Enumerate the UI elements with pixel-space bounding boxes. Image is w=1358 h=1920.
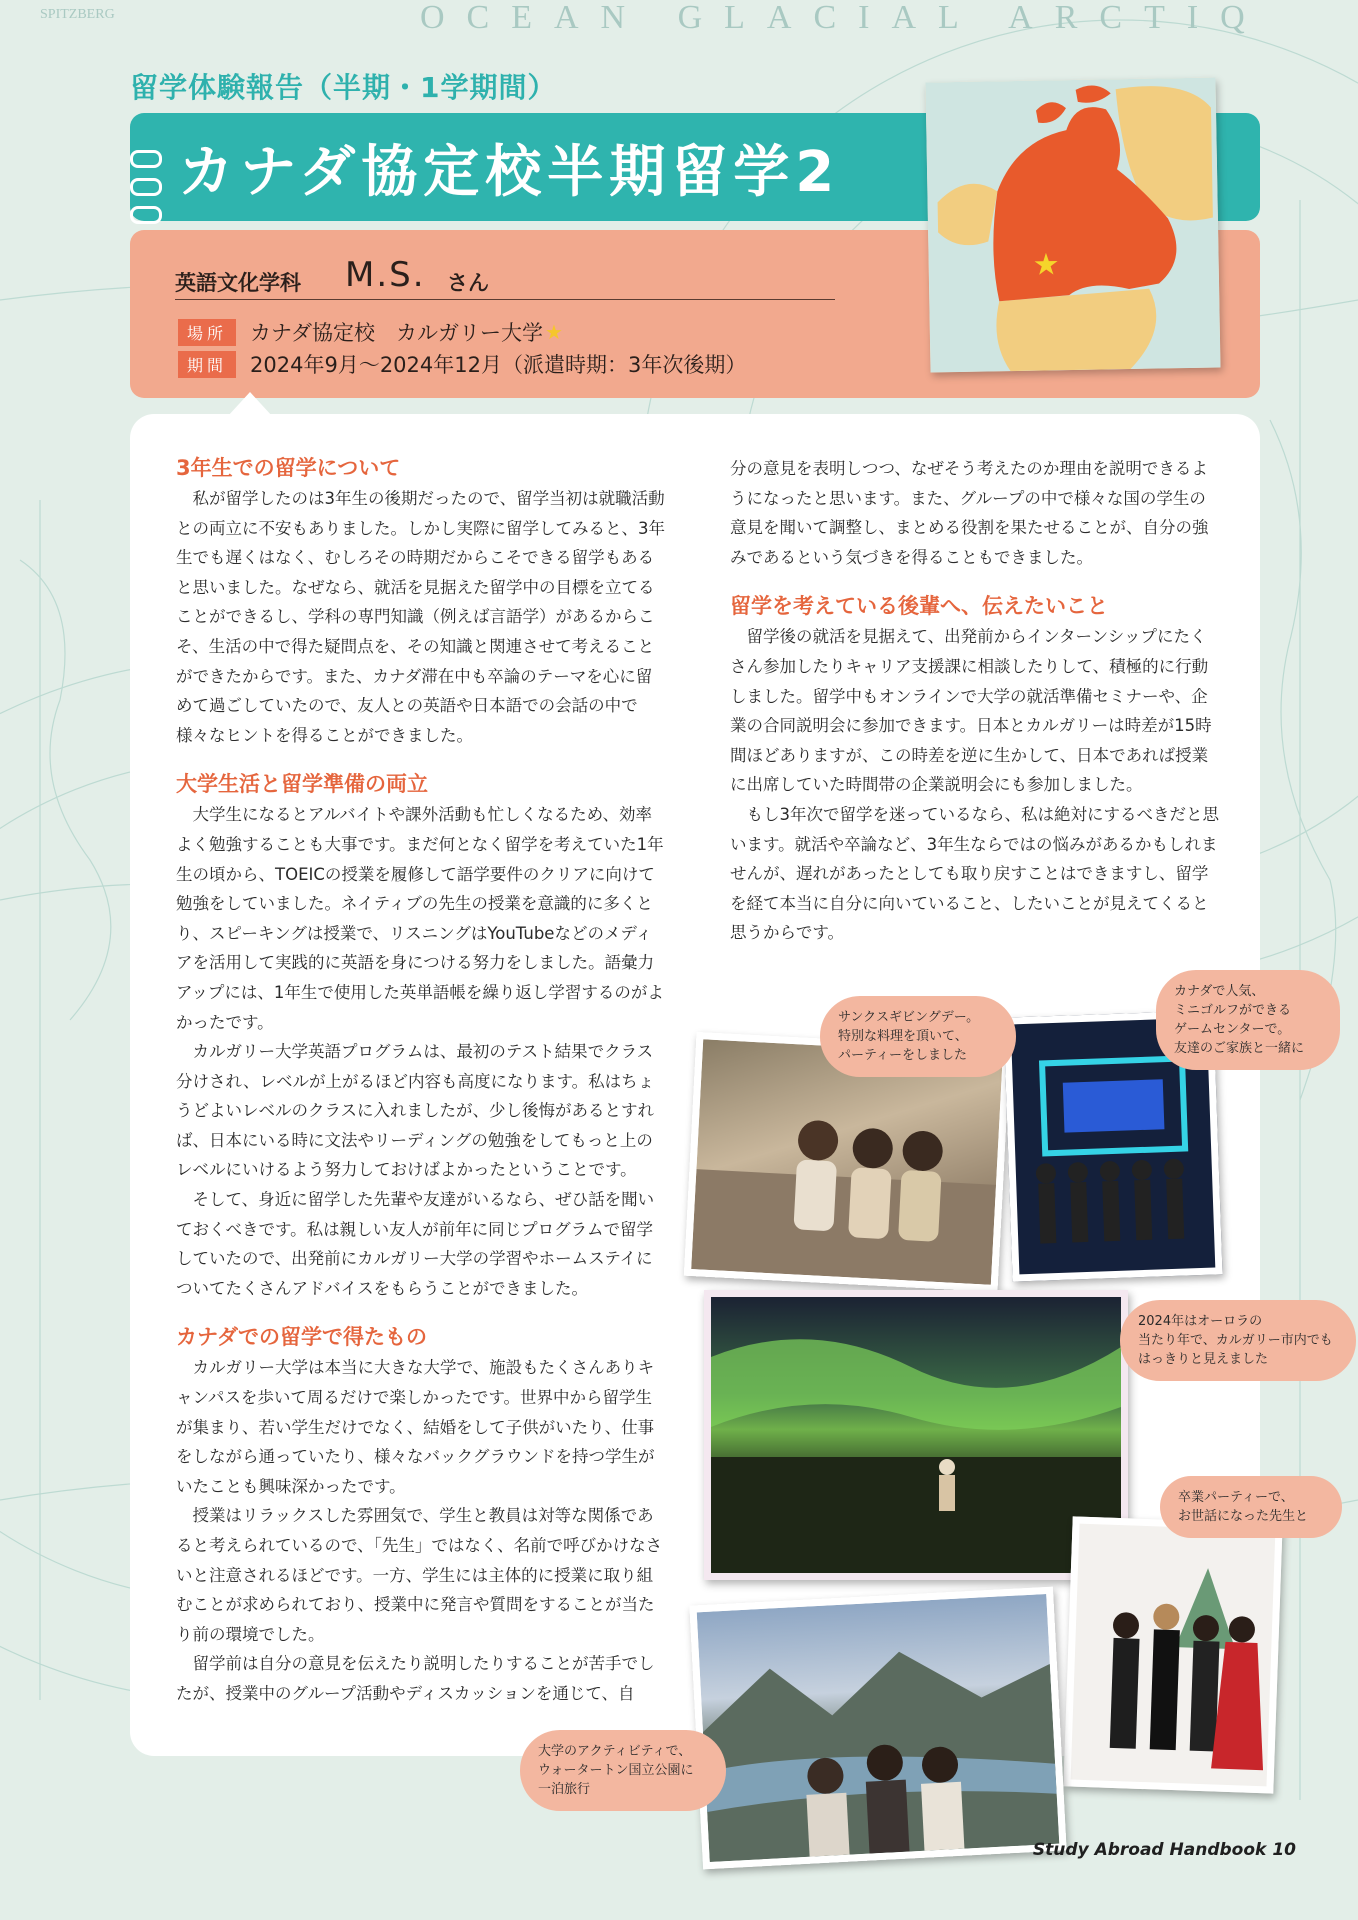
page-number: 10 bbox=[1272, 1840, 1296, 1860]
author-department: 英語文化学科 bbox=[175, 271, 301, 295]
caption-text: 大学のアクティビティで、 ウォータートン国立公園に 一泊旅行 bbox=[538, 1744, 694, 1797]
caption-text: 2024年はオーロラの 当たり年で、カルガリー市内でも はっきりと見えました bbox=[1138, 1314, 1333, 1367]
aurora-photo-icon bbox=[711, 1297, 1121, 1573]
footer-label: Study Abroad Handbook bbox=[1032, 1840, 1267, 1860]
section-paragraph: 私が留学したのは3年生の後期だったので、留学当初は就職活動との両立に不安もありました。しかし実際に留学してみると、3年生でも遅くはなく、むしろその時期だからこそできる留学もあると思いました。なぜなら、就活を見据えた留学中の目標を立てることができるし、学科の専門知識（例えば言語学）があるからこそ、生活の中で得た疑問点を、その知識と関連させて考えることができたからです。また、カナダ滞在中も卒論のテーマを心に留めて過ごしていたので、友人との英語や日本語での会話の中で様々なヒントを得ることができました。 bbox=[176, 489, 665, 745]
calgary-star-icon: ★ bbox=[1032, 247, 1060, 283]
section-heading-3rd-year: 3年生での留学について bbox=[176, 456, 401, 480]
canada-map-card bbox=[925, 77, 1220, 372]
background-spitzberg-label: SPITZBERG bbox=[40, 7, 115, 22]
author-line bbox=[175, 255, 835, 300]
period-value: 2024年9月〜2024年12月（派遣時期：3年次後期） bbox=[250, 353, 747, 377]
panel-pointer bbox=[228, 392, 272, 416]
caption-text: サンクスギビングデー。 特別な料理を頂いて、 パーティーをしました bbox=[838, 1010, 980, 1063]
page-title: カナダ協定校半期留学2 bbox=[178, 140, 841, 205]
canada-map-icon bbox=[925, 77, 1220, 372]
section-paragraph: カルガリー大学は本当に大きな大学で、施設もたくさんありキャンパスを歩いて周るだけで楽しかったです。世界中から留学生が集まり、若い学生だけでなく、結婚をして子供がいたり、仕事をしながら通っていたり、様々なバックグラウンドを持つ学生がいたことも興味深かったです。 bbox=[176, 1358, 655, 1496]
period-tag: 期間 bbox=[178, 351, 236, 378]
photo-waterton bbox=[689, 1587, 1066, 1870]
caption-text: 卒業パーティーで、 お世話になった先生と bbox=[1178, 1490, 1309, 1524]
section-heading-balance: 大学生活と留学準備の両立 bbox=[176, 772, 428, 797]
star-icon: ★ bbox=[544, 320, 563, 344]
section-paragraph: カルガリー大学英語プログラムは、最初のテスト結果でクラス分けされ、レベルが上がるほど内容も高度になります。私はちょうどよいレベルのクラスに入れましたが、少し後悔があるとすれば、日本にいる時に文法やリーディングの勉強をしてもっと上のレベルにいけるよう努力しておけばよかったということです。 bbox=[176, 1042, 655, 1180]
mountain-photo-icon bbox=[697, 1594, 1060, 1862]
page-kicker: 留学体験報告（半期・1学期間） bbox=[130, 71, 557, 104]
caption-text: カナダで人気、 ミニゴルフができる ゲームセンターで。 友達のご家族と一緒に bbox=[1174, 984, 1305, 1056]
column-right bbox=[730, 454, 1222, 948]
column-left bbox=[176, 452, 668, 1709]
graduation-photo-icon bbox=[1071, 1524, 1276, 1787]
section-heading-gains: カナダでの留学で得たもの bbox=[176, 1325, 427, 1350]
section-paragraph: 大学生になるとアルバイトや課外活動も忙しくなるため、効率よく勉強することも大事です。まだ何となく留学を考えていた1年生の頃から、TOEICの授業を履修して語学要件のクリアに向けて勉強をしていました。ネイティブの先生の授業を意識的に多くとり、スピーキングは授業で、リスニングはYouTubeなどのメディアを活用して実践的に英語を身につける努力をしました。語彙力アップには、1年生で使用した英単語帳を繰り返し学習するのがよかったです。 bbox=[176, 805, 664, 1032]
photo-graduation bbox=[1063, 1516, 1282, 1793]
caption-aurora bbox=[1120, 1300, 1356, 1381]
section-paragraph: 留学後の就活を見据えて、出発前からインターンシップにたくさん参加したりキャリア支援課に相談したりして、積極的に行動しました。留学中もオンラインで大学の就活準備セミナーや、企業の合同説明会に参加できます。日本とカルガリーは時差が15時間ほどありますが、この時差を逆に生かして、日本であれば授業に出席していた時間帯の企業説明会にも参加しました。 bbox=[730, 627, 1212, 795]
section-paragraph: 授業はリラックスした雰囲気で、学生と教員は対等な関係であると考えられているので、「先生」ではなく、名前で呼びかけなさいと注意されるほどです。一方、学生には主体的に授業に取り組むことが求められており、授業中に発言や質問をすることが当たり前の環境でした。 bbox=[176, 1506, 663, 1644]
page-footer bbox=[1033, 1840, 1296, 1860]
caption-graduation bbox=[1160, 1476, 1342, 1538]
section-paragraph: そして、身近に留学した先輩や友達がいるなら、ぜひ話を聞いておくべきです。私は親しい友人が前年に同じプログラムで留学していたので、出発前にカルガリー大学の学習やホームステイについてたくさんアドバイスをもらうことができました。 bbox=[176, 1190, 655, 1298]
caption-thanksgiving bbox=[820, 996, 1016, 1077]
photo-aurora bbox=[704, 1290, 1128, 1580]
meta-place-row bbox=[178, 318, 563, 346]
meta-period-row bbox=[178, 350, 746, 378]
section-heading-advice: 留学を考えている後輩へ、伝えたいこと bbox=[730, 594, 1108, 619]
author-name: M.S. bbox=[345, 255, 426, 295]
author-honorific: さん bbox=[447, 271, 489, 295]
place-value: カナダ協定校 カルガリー大学 bbox=[250, 321, 543, 345]
section-paragraph: 留学前は自分の意見を伝えたり説明したりすることが苦手でしたが、授業中のグループ活動やディスカッションを通じて、自 bbox=[176, 1654, 655, 1703]
background-ocean-label: OCEAN GLACIAL ARCTIQ bbox=[420, 0, 1267, 36]
caption-minigolf bbox=[1156, 970, 1340, 1070]
section-paragraph: もし3年次で留学を迷っているなら、私は絶対にするべきだと思います。就活や卒論など、3年生ならではの悩みがあるかもしれませんが、遅れがあったとしても取り戻すことはできますし、留学を経て本当に自分に向いていること、したいことが見えてくると思うからです。 bbox=[730, 804, 1219, 943]
place-tag: 場所 bbox=[178, 319, 236, 346]
caption-waterton bbox=[520, 1730, 726, 1811]
section-paragraph: 分の意見を表明しつつ、なぜそう考えたのか理由を説明できるようになったと思います。また、グループの中で様々な国の学生の意見を聞いて調整し、まとめる役割を果たせることが、自分の強みであるという気づきを得ることもできました。 bbox=[730, 459, 1209, 567]
